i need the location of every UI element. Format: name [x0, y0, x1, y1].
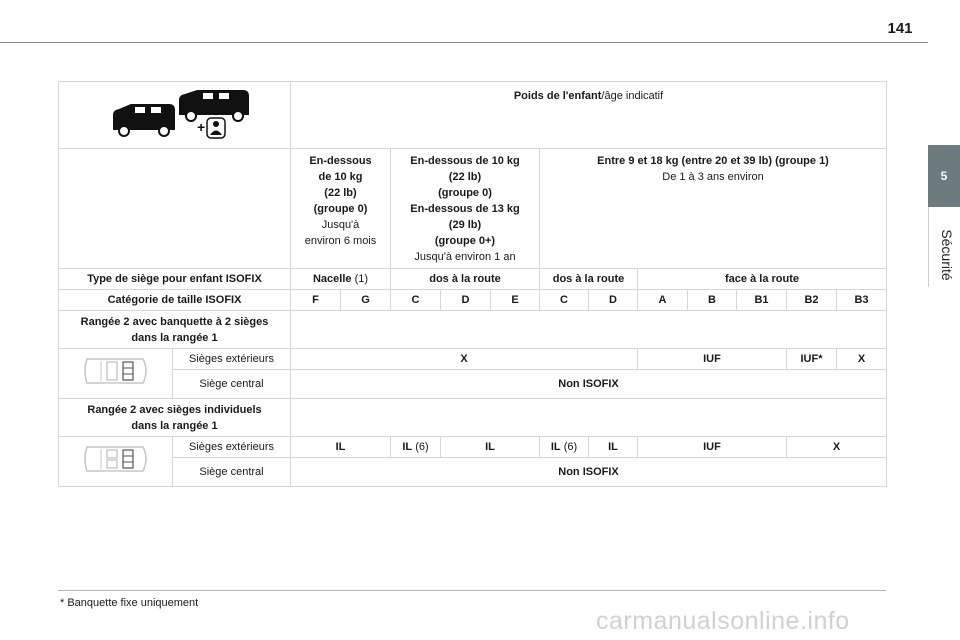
- svg-text:+: +: [197, 119, 206, 135]
- van-icon: [113, 104, 175, 136]
- size-cell: G: [341, 290, 391, 311]
- chapter-tab[interactable]: 5: [928, 145, 960, 207]
- table-row: [59, 311, 887, 349]
- group-text: (22 lb): [448, 171, 482, 183]
- size-cell: B2: [787, 290, 837, 311]
- size-cell: A: [638, 290, 688, 311]
- group-text: En-dessous: [309, 155, 372, 167]
- individual-seats-icon: [81, 441, 151, 477]
- size-cell: D: [589, 290, 638, 311]
- value-cell: Non ISOFIX: [291, 370, 887, 399]
- child-seat-icon: [197, 118, 225, 138]
- section-title-line: dans la rangée 1: [131, 331, 218, 344]
- group-text: En-dessous de 10 kg: [410, 155, 520, 167]
- value-cell: IUF: [638, 437, 787, 458]
- rear-facing-cell: dos à la route: [391, 269, 540, 290]
- group-text: (groupe 0): [313, 203, 368, 215]
- size-cell: F: [291, 290, 341, 311]
- weight-header-rest: /âge indicatif: [601, 90, 664, 102]
- table-row: [59, 82, 887, 149]
- empty-cell: [59, 149, 291, 269]
- seat-type-label: Type de siège pour enfant ISOFIX: [59, 269, 291, 290]
- value-note: (6): [412, 441, 429, 453]
- size-cell: C: [540, 290, 589, 311]
- section-title: [59, 311, 291, 349]
- bench-seat-icon: [81, 353, 151, 389]
- forward-facing-cell: face à la route: [638, 269, 887, 290]
- group-text: (29 lb): [448, 219, 482, 231]
- seat-layout-individual: [59, 437, 173, 487]
- empty-cell: [291, 399, 887, 437]
- size-cell: B3: [837, 290, 887, 311]
- group-text: Jusqu'à: [321, 219, 360, 231]
- empty-cell: [291, 311, 887, 349]
- value-cell: X: [837, 349, 887, 370]
- value-note: (6): [560, 441, 578, 453]
- value-cell: [540, 437, 589, 458]
- size-category-label: Catégorie de taille ISOFIX: [59, 290, 291, 311]
- size-cell: E: [491, 290, 540, 311]
- value-cell: X: [291, 349, 638, 370]
- group-text: de 10 kg: [318, 171, 363, 183]
- chapter-label: Sécurité: [939, 229, 955, 281]
- table-row: [59, 370, 887, 399]
- seat-layout-bench: [59, 349, 173, 399]
- central-seat-label: Siège central: [173, 458, 291, 487]
- group-text: De 1 à 3 ans environ: [662, 171, 764, 183]
- value-cell: IUF: [638, 349, 787, 370]
- size-cell: B: [688, 290, 737, 311]
- table-row: [59, 349, 887, 370]
- table-row: [59, 269, 887, 290]
- table-row: [59, 458, 887, 487]
- nacelle-text: Nacelle: [312, 273, 352, 285]
- size-cell: B1: [737, 290, 787, 311]
- value-cell: IL: [441, 437, 540, 458]
- value-cell: [391, 437, 441, 458]
- group-text: Jusqu'à environ 1 an: [414, 251, 516, 263]
- outer-seats-label: Sièges extérieurs: [173, 349, 291, 370]
- table-row: [59, 290, 887, 311]
- section-title-line: dans la rangée 1: [131, 419, 218, 432]
- footnote: * Banquette fixe uniquement: [60, 597, 199, 609]
- group-text: Entre 9 et 18 kg (entre 20 et 39 lb) (groupe 1): [597, 155, 829, 167]
- vehicle-icons: [59, 82, 291, 149]
- value-cell: IL: [291, 437, 391, 458]
- group-text: environ 6 mois: [304, 235, 377, 247]
- section-title-line: Rangée 2 avec banquette à 2 sièges: [80, 315, 269, 328]
- outer-seats-label: Sièges extérieurs: [173, 437, 291, 458]
- value-cell: IUF*: [787, 349, 837, 370]
- header-rule: [0, 42, 928, 43]
- chapter-divider: [928, 207, 929, 287]
- central-seat-label: Siège central: [173, 370, 291, 399]
- nacelle-note: (1): [351, 273, 369, 285]
- group-text: (22 lb): [324, 187, 357, 199]
- group-0-plus: [391, 149, 540, 269]
- table-row: [59, 399, 887, 437]
- page-number: 141: [887, 20, 913, 37]
- footnote-rule: [58, 590, 886, 591]
- watermark: carmanualsonline.info: [596, 607, 850, 635]
- group-text: (groupe 0+): [434, 235, 496, 247]
- value-text: IL: [402, 441, 413, 453]
- value-text: IL: [550, 441, 561, 453]
- section-title-line: Rangée 2 avec sièges individuels: [87, 403, 262, 416]
- group-text: En-dessous de 13 kg: [410, 203, 520, 215]
- section-title: [59, 399, 291, 437]
- isofix-table: [58, 81, 887, 487]
- size-cell: D: [441, 290, 491, 311]
- weight-header: [291, 82, 887, 149]
- group-0-nacelle: [291, 149, 391, 269]
- value-cell: X: [787, 437, 887, 458]
- value-cell: Non ISOFIX: [291, 458, 887, 487]
- van-icons: [61, 82, 293, 148]
- size-cell: C: [391, 290, 441, 311]
- table-row: [59, 149, 887, 269]
- van-icon-large: [179, 90, 249, 121]
- weight-header-bold: Poids de l'enfant: [513, 90, 602, 102]
- rear-facing-cell: dos à la route: [540, 269, 638, 290]
- group-text: (groupe 0): [438, 187, 492, 199]
- table-row: [59, 437, 887, 458]
- group-1: [540, 149, 887, 269]
- value-cell: IL: [589, 437, 638, 458]
- nacelle-cell: [291, 269, 391, 290]
